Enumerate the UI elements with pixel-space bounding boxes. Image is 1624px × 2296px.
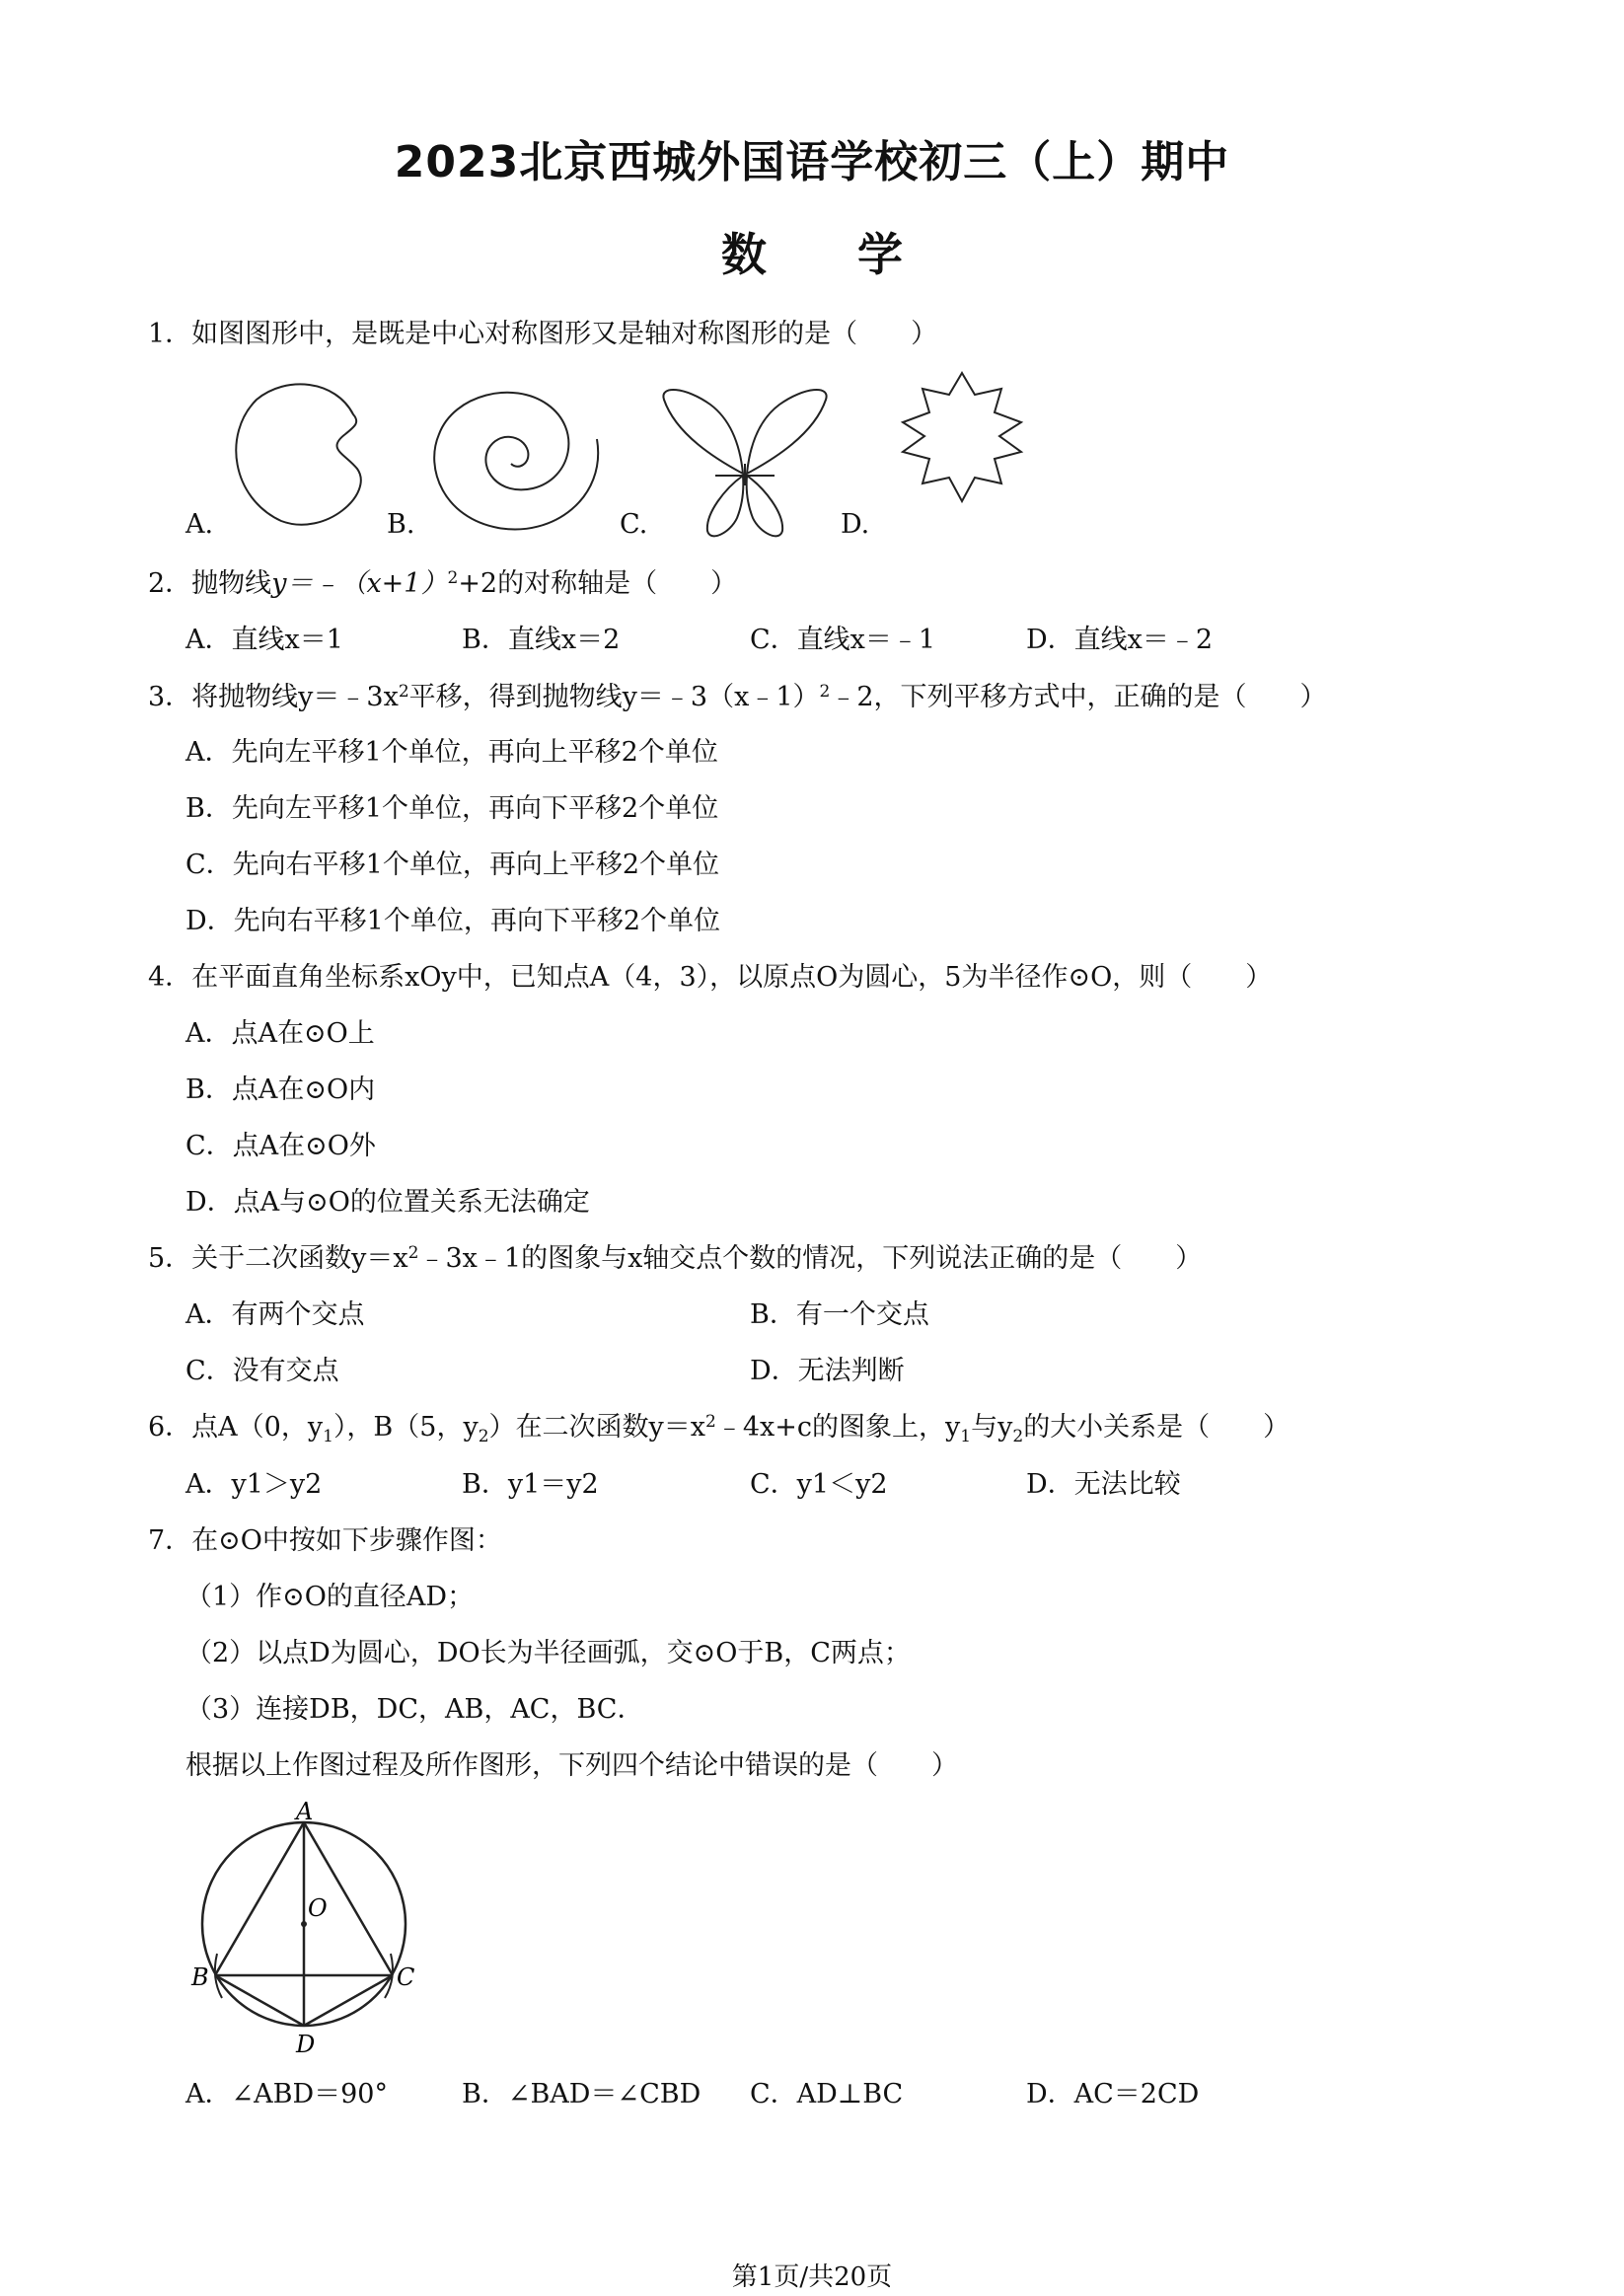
figure-b-spiral (424, 380, 612, 538)
q5-option-c[interactable]: C．没有交点 (185, 1356, 339, 1386)
question-4: 4．在平面直角坐标系xOy中，已知点A（4，3），以原点O为圆心，5为半径作⊙O，则（ ） (148, 962, 1273, 993)
q6-exp: 2 (705, 1412, 716, 1432)
segment-dc (304, 1975, 393, 2026)
figure-d-koch-snowflake (883, 365, 1041, 533)
q3-text-c: ﹣2，下列平移方式中，正确的是（ ） (830, 682, 1327, 712)
q2-equation: y＝﹣（x+1） (271, 568, 448, 599)
q6-sub-2: 2 (478, 1427, 489, 1446)
q3-option-a[interactable]: A．先向左平移1个单位，再向上平移2个单位 (185, 737, 718, 768)
q6-sub-3: 1 (960, 1427, 972, 1446)
page-title: 2023北京西城外国语学校初三（上）期中 (394, 137, 1230, 187)
q7-question: 根据以上作图过程及所作图形，下列四个结论中错误的是（ ） (185, 1750, 958, 1781)
q3-option-b[interactable]: B．先向左平移1个单位，再向下平移2个单位 (185, 793, 719, 824)
q5-exp: 2 (407, 1243, 419, 1263)
q6-option-a[interactable]: A．y1＞y2 (185, 1469, 323, 1500)
q3-text-a: 3．将抛物线y＝﹣3x (148, 682, 399, 712)
q4-option-d[interactable]: D．点A与⊙O的位置关系无法确定 (185, 1187, 590, 1218)
q7-option-b[interactable]: B．∠BAD＝∠CBD (462, 2079, 701, 2110)
question-7: 7．在⊙O中按如下步骤作图： (148, 1525, 502, 1556)
question-1: 1．如图图形中，是既是中心对称图形又是轴对称图形的是（ ） (148, 319, 938, 349)
q5-option-d[interactable]: D．无法判断 (750, 1356, 905, 1386)
q2-exponent: 2 (447, 568, 459, 588)
q2-option-d[interactable]: D．直线x＝﹣2 (1026, 625, 1214, 655)
q3-option-d[interactable]: D．先向右平移1个单位，再向下平移2个单位 (185, 906, 721, 936)
q3-option-c[interactable]: C．先向右平移1个单位，再向上平移2个单位 (185, 850, 720, 880)
q1-option-d[interactable]: D. (841, 509, 870, 540)
q7-option-c[interactable]: C．AD⊥BC (750, 2079, 904, 2110)
q6-text-b: ），B（5，y (332, 1412, 479, 1443)
question-6 (148, 1411, 1290, 1447)
circle-geometry-figure (187, 1798, 444, 2062)
q6-sub-1: 1 (323, 1427, 333, 1446)
q6-sub-4: 2 (1012, 1427, 1024, 1446)
q6-text-a: 6．点A（0，y (148, 1412, 324, 1443)
label-o: O (308, 1894, 328, 1922)
q2-option-c[interactable]: C．直线x＝﹣1 (750, 625, 936, 655)
segment-ab (215, 1822, 304, 1975)
label-c: C (397, 1963, 415, 1991)
q6-option-c[interactable]: C．y1＜y2 (750, 1469, 888, 1500)
q3-exp-1: 2 (398, 682, 409, 702)
q7-step-2: （2）以点D为圆心，DO长为半径画弧，交⊙O于B，C两点； (185, 1638, 911, 1668)
subject-title: 数 学 (721, 228, 903, 281)
q3-exp-2: 2 (819, 682, 831, 702)
q3-text-b: 平移，得到抛物线y＝﹣3（x﹣1） (408, 682, 820, 712)
question-3 (148, 681, 1327, 714)
q6-option-b[interactable]: B．y1＝y2 (462, 1469, 599, 1500)
question-5 (148, 1242, 1202, 1276)
q6-text-e: 与y (971, 1412, 1013, 1443)
segment-db (215, 1975, 304, 2026)
q1-option-a[interactable]: A. (185, 509, 214, 540)
q2-option-b[interactable]: B．直线x＝2 (462, 625, 621, 655)
q7-option-a[interactable]: A．∠ABD＝90° (185, 2079, 388, 2110)
q6-option-d[interactable]: D．无法比较 (1026, 1469, 1181, 1500)
label-d: D (296, 2031, 316, 2058)
q7-step-1: （1）作⊙O的直径AD； (185, 1582, 475, 1612)
q4-option-a[interactable]: A．点A在⊙O上 (185, 1018, 375, 1049)
q5-text-b: ﹣3x﹣1的图象与x轴交点个数的情况，下列说法正确的是（ ） (418, 1243, 1203, 1274)
q4-option-c[interactable]: C．点A在⊙O外 (185, 1131, 376, 1161)
q6-text-d: ﹣4x+c的图象上，y (715, 1412, 961, 1443)
figure-a-heart-shape (227, 375, 375, 533)
q5-option-a[interactable]: A．有两个交点 (185, 1299, 365, 1330)
q5-option-b[interactable]: B．有一个交点 (750, 1299, 929, 1330)
q2-text-post: +2的对称轴是（ ） (458, 568, 738, 599)
q7-option-d[interactable]: D．AC＝2CD (1026, 2079, 1200, 2110)
q7-step-3: （3）连接DB，DC，AB，AC，BC． (185, 1694, 644, 1725)
q1-option-c[interactable]: C. (620, 509, 648, 540)
label-a: A (296, 1798, 314, 1825)
q2-option-a[interactable]: A．直线x＝1 (185, 625, 343, 655)
q1-option-b[interactable]: B. (387, 509, 415, 540)
center-point (301, 1921, 307, 1927)
page-footer: 第1页/共20页 (731, 2262, 893, 2292)
q5-text-a: 5．关于二次函数y＝x (148, 1243, 408, 1274)
figure-c-butterfly (656, 385, 834, 543)
q2-text-pre: 2．抛物线 (148, 568, 272, 599)
question-2 (148, 567, 737, 601)
label-b: B (191, 1963, 209, 1991)
q6-text-f: 的大小关系是（ ） (1023, 1412, 1291, 1443)
q4-option-b[interactable]: B．点A在⊙O内 (185, 1074, 376, 1105)
q6-text-c: ）在二次函数y＝x (488, 1412, 706, 1443)
